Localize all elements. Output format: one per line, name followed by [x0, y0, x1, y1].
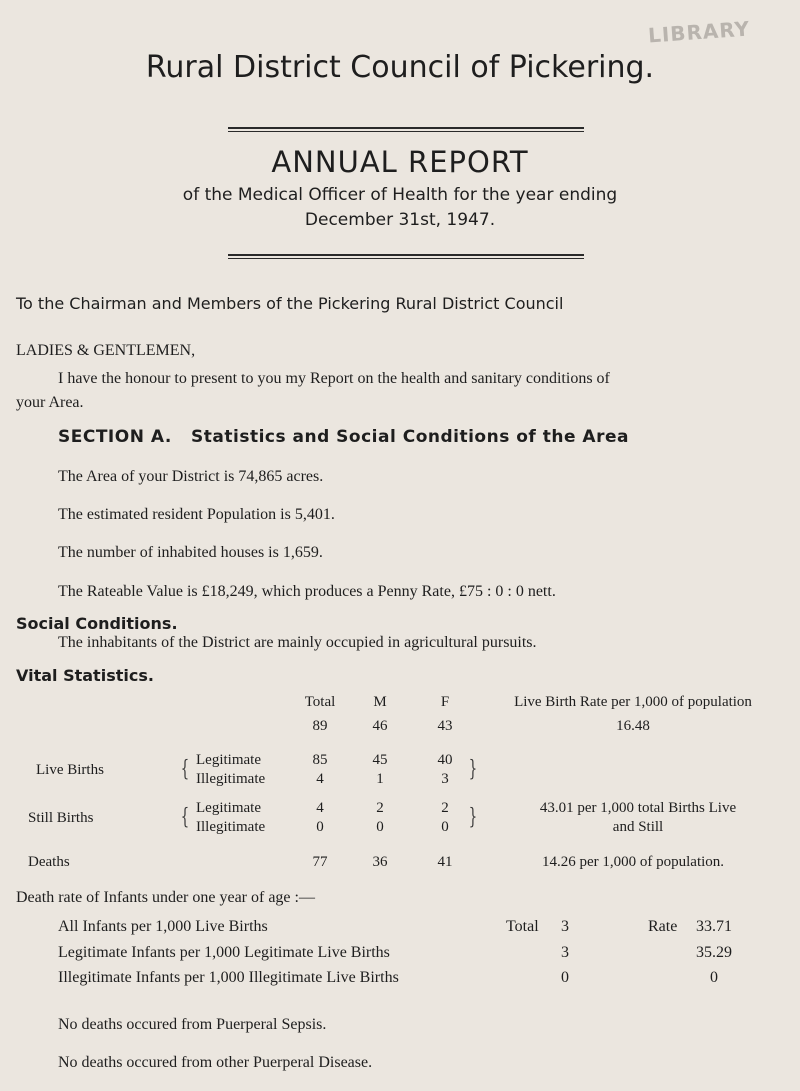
- still-legit-m: 2: [376, 800, 384, 816]
- still-legit-f: 2: [441, 800, 449, 816]
- infant-all-label: All Infants per 1,000 Live Births: [58, 918, 268, 935]
- death-rate: 14.26 per 1,000 of population.: [541, 854, 725, 870]
- infant-illegit-rate: 0: [710, 969, 718, 986]
- live-legit-m: 45: [372, 752, 388, 768]
- still-legit-label: Legitimate: [196, 800, 261, 816]
- live-illegit-total: 4: [316, 771, 324, 787]
- report-subtitle-line1: of the Medical Officer of Health for the year ending: [182, 185, 618, 205]
- col-m-header: M: [373, 694, 387, 710]
- live-legit-total: 85: [312, 752, 328, 768]
- report-title: ANNUAL REPORT: [271, 145, 529, 179]
- fact-area: The Area of your District is 74,865 acres.: [58, 468, 324, 485]
- bottom-divider: [228, 254, 584, 256]
- still-birth-rate-line1: 43.01 per 1,000 total Births Live: [539, 800, 737, 816]
- social-text: The inhabitants of the District are mainly occupied in agricultural pursuits.: [58, 634, 537, 651]
- live-birth-rate: 16.48: [616, 718, 650, 734]
- puerperal-sepsis-note: No deaths occured from Puerperal Sepsis.: [58, 1016, 327, 1033]
- still-illegit-total: 0: [316, 819, 324, 835]
- deaths-f: 41: [437, 854, 453, 870]
- infant-all-total: 3: [561, 918, 569, 935]
- infant-heading: Death rate of Infants under one year of age :—: [16, 889, 315, 906]
- live-legit-label: Legitimate: [196, 752, 261, 768]
- still-births-brace: {: [180, 805, 190, 830]
- col-rate-header: Live Birth Rate per 1,000 of population: [514, 694, 752, 710]
- infant-legit-rate: 35.29: [696, 944, 732, 961]
- still-births-right-brace: }: [468, 805, 478, 830]
- female-births: 43: [437, 718, 453, 734]
- col-total-header: Total: [304, 694, 336, 710]
- infant-total-label: Total: [506, 918, 539, 935]
- live-illegit-f: 3: [441, 771, 449, 787]
- salutation: LADIES & GENTLEMEN,: [16, 342, 196, 359]
- male-births: 46: [372, 718, 388, 734]
- social-heading: Social Conditions.: [16, 614, 178, 633]
- live-illegit-m: 1: [376, 771, 384, 787]
- col-f-header: F: [440, 694, 450, 710]
- live-births-label: Live Births: [36, 762, 104, 778]
- infant-legit-label: Legitimate Infants per 1,000 Legitimate Live Births: [58, 944, 390, 961]
- library-stamp: LIBRARY: [647, 16, 751, 48]
- still-legit-total: 4: [316, 800, 324, 816]
- infant-illegit-total: 0: [561, 969, 569, 986]
- infant-legit-total: 3: [561, 944, 569, 961]
- section-a-heading: SECTION A. Statistics and Social Conditions of the Area: [58, 427, 629, 447]
- total-births: 89: [312, 718, 328, 734]
- infant-illegit-label: Illegitimate Infants per 1,000 Illegitimate Live Births: [58, 969, 399, 986]
- addressee: To the Chairman and Members of the Pickering Rural District Council: [16, 294, 564, 313]
- vital-heading: Vital Statistics.: [16, 666, 154, 685]
- report-subtitle-line2: December 31st, 1947.: [304, 210, 496, 230]
- fact-rateable-value: The Rateable Value is £18,249, which produces a Penny Rate, £75 : 0 : 0 nett.: [58, 583, 556, 600]
- deaths-m: 36: [372, 854, 388, 870]
- live-births-brace: {: [180, 757, 190, 782]
- top-divider: [228, 127, 584, 129]
- live-legit-f: 40: [437, 752, 453, 768]
- intro-line2: your Area.: [16, 394, 84, 411]
- still-illegit-label: Illegitimate: [196, 819, 266, 835]
- deaths-total: 77: [312, 854, 328, 870]
- intro-line1: I have the honour to present to you my Report on the health and sanitary conditions of: [58, 370, 610, 387]
- puerperal-other-note: No deaths occured from other Puerperal Disease.: [58, 1054, 373, 1071]
- still-birth-rate-line2: and Still: [612, 819, 664, 835]
- still-illegit-m: 0: [376, 819, 384, 835]
- infant-rate-label: Rate: [648, 918, 678, 935]
- still-births-label: Still Births: [28, 810, 94, 826]
- council-title: Rural District Council of Pickering.: [145, 50, 655, 85]
- live-births-right-brace: }: [468, 757, 478, 782]
- still-illegit-f: 0: [441, 819, 449, 835]
- live-illegit-label: Illegitimate: [196, 771, 266, 787]
- fact-population: The estimated resident Population is 5,401.: [58, 506, 335, 523]
- fact-houses: The number of inhabited houses is 1,659.: [58, 544, 323, 561]
- deaths-label: Deaths: [28, 854, 70, 870]
- infant-all-rate: 33.71: [696, 918, 732, 935]
